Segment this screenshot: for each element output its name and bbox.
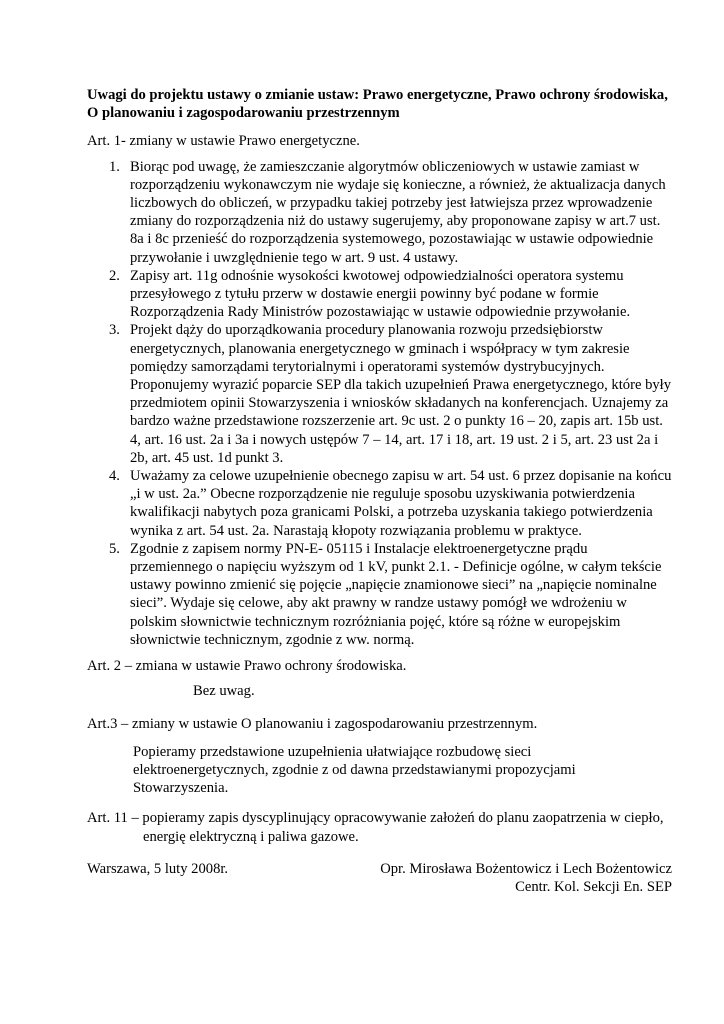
list-item-number: 4. [109,468,120,485]
list-item-text: Zapisy art. 11g odnośnie wysokości kwotowej odpowiedzialności operatora systemu przesyłowego z tytułu przerw w dostawie energii powinny być podane w formie Rozporządzenia Rady Ministrów pozostawiając w ustawie odpowiednie przywołanie. [130,267,631,321]
art1-list [87,158,672,649]
signature-block [87,860,672,900]
art1-heading: Art. 1- zmiany w ustawie Prawo energetyczne. [87,133,360,150]
list-item [87,321,672,467]
art11-paragraph: Art. 11 – popieramy zapis dyscyplinujący opracowywanie założeń do planu zaopatrzenia w ciepło, energię elektryczną i paliwa gazowe. [87,810,664,845]
list-item-text: Biorąc pod uwagę, że zamieszczanie algorytmów obliczeniowych w ustawie zamiast w rozporządzeniu wykonawczym nie wydaje się konieczne, a również, że aktualizacja danych liczbowych do obliczeń, w przypadku takiej potrzeby jest łatwiejsza przez wprowadzenie zmiany do rozporządzenia niż do ustawy sugerujemy, aby proponowane zapisy w art.7 ust. 8a i 8c przenieść do rozporządzenia systemowego, pozostawiając w ustawie odpowiednie przywołanie i uwzględnienie tego w art. 9 ust. 4 ustawy. [130,158,666,266]
list-item-number: 3. [109,322,120,339]
signature-authors: Opr. Mirosława Bożentowicz i Lech Bożentowicz [380,860,672,877]
place-date: Warszawa, 5 luty 2008r. [87,860,229,877]
list-item-text: Zgodnie z zapisem normy PN-E- 05115 i Instalacje elektroenergetyczne prądu przemiennego o napięciu wyższym od 1 kV, punkt 2.1. - Definicje ogólne, w całym tekście ustawy powinno zmienić się pojęcie „napięcie znamionowe sieci” na „napięcie nominalne sieci”. Wydaje się celowe, aby akt prawny w randze ustawy pomógł we wdrożeniu w polskim słownictwie technicznym rozróżniania pojęć, które są różne w europejskim słownictwie technicznym, zgodnie z ww. normą. [130,540,662,648]
art2-comment: Bez uwag. [193,683,255,700]
list-item [87,158,672,267]
art2-heading: Art. 2 – zmiana w ustawie Prawo ochrony środowiska. [87,658,407,675]
list-item-text: Uważamy za celowe uzupełnienie obecnego zapisu w art. 54 ust. 6 przez dopisanie na końcu „i w ust. 2a.” Obecne rozporządzenie nie reguluje sposobu uzyskiwania potwierdzenia kwalifikacji nabytych poza granicami Polski, a potrzeba uzyskania takiego potwierdzenia wynika z art. 54 ust. 2a. Narastają kłopoty rozwiązania problemu w praktyce. [130,468,672,539]
list-item-number: 1. [109,158,120,175]
list-item-number: 2. [109,267,120,284]
list-item [87,467,672,540]
signature-authors-block [380,860,672,896]
list-item [87,267,672,322]
document-title: Uwagi do projektu ustawy o zmianie ustaw: Prawo energetyczne, Prawo ochrony środowiska, O planowaniu i zagospodarowaniu przestrzennym [87,87,668,122]
art3-heading: Art.3 – zmiany w ustawie O planowaniu i zagospodarowaniu przestrzennym. [87,715,538,732]
list-item-text: Projekt dąży do uporządkowania procedury planowania rozwoju przedsiębiorstw energetycznych, planowania energetycznego w gminach i współpracy w tym zakresie pomiędzy samorządami terytorialnymi i operatorami systemów dystrybucyjnych. Proponujemy wyrazić poparcie SEP dla takich uzupełnień Prawa energetycznego, które były przedmiotem opinii Stowarzyszenia i wniosków składanych na konferencjach. Uznajemy za bardzo ważne przedstawione rozszerzenie art. 9c ust. 2 o punkty 16 – 20, zapis art. 15b ust. 4, art. 16 ust. 2a i 3a i nowych ustępów 7 – 14, art. 17 i 18, art. 19 ust. 2 i 5, art. 23 ust 2a i 2b, art. 45 ust. 1d punkt 3. [130,322,672,466]
signature-unit: Centr. Kol. Sekcji En. SEP [515,878,672,895]
list-item [87,540,672,649]
list-item-number: 5. [109,540,120,557]
art3-comment: Popieramy przedstawione uzupełnienia ułatwiające rozbudowę sieci elektroenergetycznych, zgodnie z od dawna przedstawianymi propozycjami Stowarzyszenia. [133,743,576,797]
document-page [87,86,672,900]
